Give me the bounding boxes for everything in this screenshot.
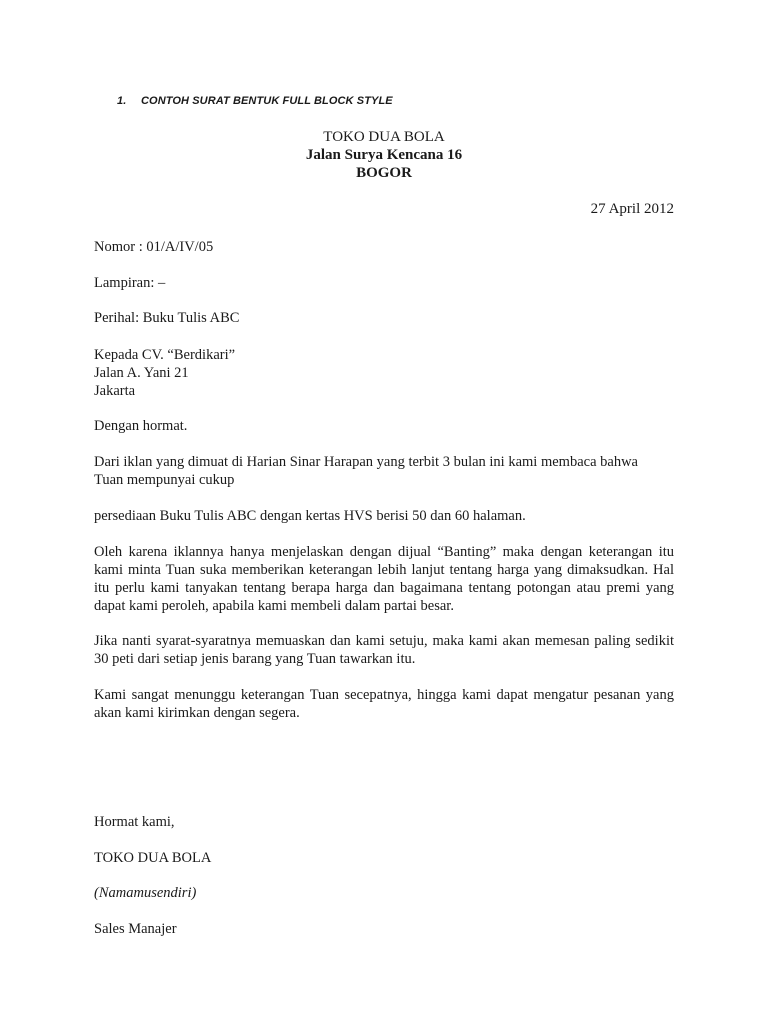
letterhead-company: TOKO DUA BOLA	[323, 129, 445, 145]
letter-date: 27 April 2012	[590, 201, 674, 217]
paragraph-1-continued: persediaan Buku Tulis ABC dengan kertas HVS berisi 50 dan 60 halaman.	[94, 508, 526, 524]
signer-name: (Namamusendiri)	[94, 885, 197, 901]
paragraph-1-line-2: Tuan mempunyai cukup	[94, 472, 235, 488]
signer-title: Sales Manajer	[94, 921, 177, 937]
recipient-line-2: Jalan A. Yani 21	[94, 365, 189, 381]
recipient-address	[94, 346, 674, 400]
heading-number: 1.	[117, 95, 127, 107]
paragraph-2: Oleh karena iklannya hanya menjelaskan dengan dijual “Banting” maka dengan keterangan itu kami minta Tuan suka memberikan keterangan lebih lanjut tentang harga yang dimaksudkan. Hal itu perlu kami tanyakan tentang berapa harga dan bagaimana tentang potongan atau premi yang dapat kami peroleh, apabila kami membeli dalam partai besar.	[94, 544, 674, 614]
recipient-line-1: Kepada CV. “Berdikari”	[94, 347, 236, 363]
letter-subject: Perihal: Buku Tulis ABC	[94, 310, 240, 326]
closing-company: TOKO DUA BOLA	[94, 850, 212, 866]
section-heading	[117, 95, 393, 107]
paragraph-1-line-1: Dari iklan yang dimuat di Harian Sinar Harapan yang terbit 3 bulan ini kami membaca bahwa	[94, 454, 638, 470]
heading-text: CONTOH SURAT BENTUK FULL BLOCK STYLE	[141, 95, 393, 107]
letterhead-street: Jalan Surya Kencana 16	[305, 147, 463, 163]
letter-attachment: Lampiran: –	[94, 275, 166, 291]
paragraph-3: Jika nanti syarat-syaratnya memuaskan dan kami setuju, maka kami akan memesan paling sedikit 30 peti dari setiap jenis barang yang Tuan tawarkan itu.	[94, 633, 674, 667]
paragraph-4: Kami sangat menunggu keterangan Tuan secepatnya, hingga kami dapat mengatur pesanan yang akan kami kirimkan dengan segera.	[94, 687, 674, 721]
salutation: Dengan hormat.	[94, 418, 188, 434]
closing-greeting: Hormat kami,	[94, 814, 175, 830]
letterhead-city: BOGOR	[356, 165, 412, 181]
letter-number: Nomor : 01/A/IV/05	[94, 239, 214, 255]
recipient-line-3: Jakarta	[94, 383, 136, 399]
paragraph-1	[94, 453, 674, 489]
